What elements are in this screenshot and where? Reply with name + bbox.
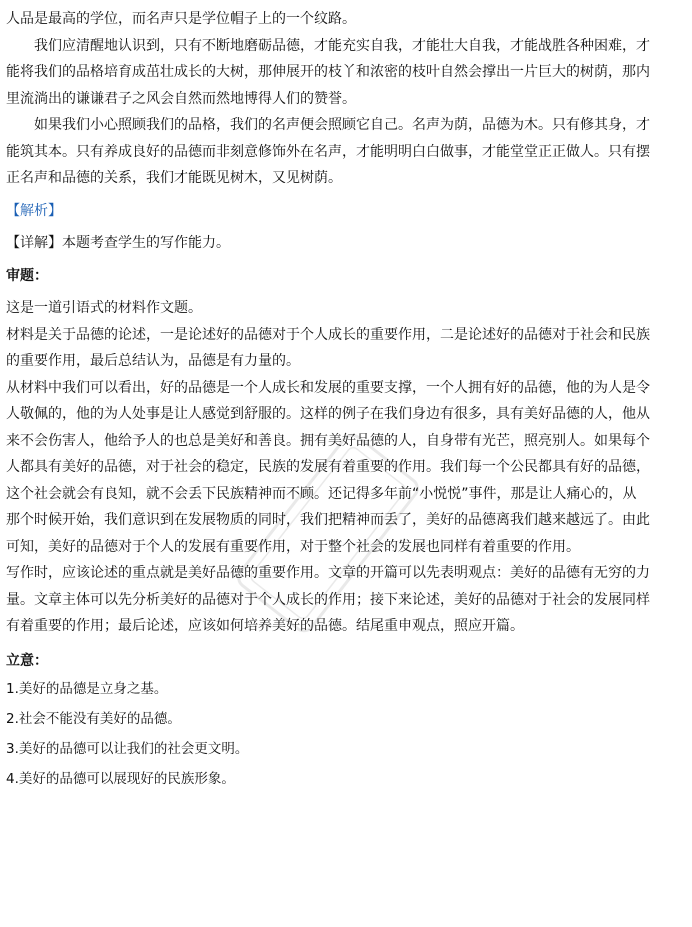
- passage-p2-line-2: 能将我们的品格培育成茁壮成长的大树，那伸展开的枝丫和浓密的枝叶自然会撑出一片巨大的树荫，那内: [6, 64, 650, 80]
- passage-p1-line-1: 人品是最高的学位，而名声只是学位帽子上的一个纹路。: [6, 11, 356, 27]
- shenti-line-4: 从材料中我们可以看出，好的品德是一个人成长和发展的重要支撑，一个人拥有好的品德，他的为人是令: [6, 379, 650, 396]
- liyi-item-1: 1.美好的品德是立身之基。: [6, 681, 168, 697]
- shenti-line-12: 量。文章主体可以先分析美好的品德对于个人成长的作用；接下来论述，美好的品德对于社会的发展同样: [6, 591, 650, 608]
- shenti-line-3: 的重要作用，最后总结认为，品德是有力量的。: [6, 353, 300, 369]
- passage-p3-line-3: 正名声和品德的关系，我们才能既见树木，又见树荫。: [6, 170, 342, 186]
- shenti-heading: 审题：: [6, 267, 48, 284]
- shenti-line-7: 人都具有美好的品德，对于社会的稳定，民族的发展有着重要的作用。我们每一个公民都具有好的品德，: [6, 459, 650, 475]
- shenti-line-5: 人敬佩的，他的为人处事是让人感觉到舒服的。这样的例子在我们身边有很多，具有美好品德的人，他从: [6, 406, 650, 422]
- analysis-heading: 【解析】: [6, 202, 62, 219]
- liyi-item-4: 4.美好的品德可以展现好的民族形象。: [6, 771, 235, 787]
- shenti-line-2: 材料是关于品德的论述，一是论述好的品德对于个人成长的重要作用，二是论述好的品德对于社会和民族: [6, 326, 650, 343]
- passage-p3-line-1: 如果我们小心照顾我们的品格，我们的名声便会照顾它自己。名声为荫，品德为木。只有修其身，才: [34, 117, 650, 133]
- shenti-line-11: 写作时，应该论述的重点就是美好品德的重要作用。文章的开篇可以先表明观点：美好的品德有无穷的力: [6, 565, 650, 581]
- passage-p3-line-2: 能筑其本。只有养成良好的品德而非刻意修饰外在名声，才能明明白白做事，才能堂堂正正做人。只有摆: [6, 143, 650, 160]
- shenti-line-1: 这是一道引语式的材料作文题。: [6, 300, 202, 316]
- liyi-item-2: 2.社会不能没有美好的品德。: [6, 711, 181, 727]
- analysis-detail: 【详解】本题考查学生的写作能力。: [6, 235, 230, 251]
- liyi-item-3: 3.美好的品德可以让我们的社会更文明。: [6, 741, 249, 757]
- shenti-line-8: 这个社会就会有良知，就不会丢下民族精神而不顾。还记得多年前“小悦悦”事件，那是让人痛心的，从: [6, 485, 637, 502]
- shenti-line-9: 那个时候开始，我们意识到在发展物质的同时，我们把精神而丢了，美好的品德离我们越来越远了。由此: [6, 512, 650, 528]
- passage-p2-line-1: 我们应清醒地认识到，只有不断地磨砺品德，才能充实自我，才能壮大自我，才能战胜各种困难，才: [34, 37, 650, 54]
- liyi-heading: 立意：: [6, 652, 48, 669]
- shenti-line-13: 有着重要的作用；最后论述，应该如何培养美好的品德。结尾重申观点，照应开篇。: [6, 618, 524, 634]
- shenti-line-10: 可知，美好的品德对于个人的发展有重要作用，对于整个社会的发展也同样有着重要的作用。: [6, 538, 580, 555]
- shenti-line-6: 来不会伤害人，他给予人的也总是美好和善良。拥有美好品德的人，自身带有光芒，照亮别人。如果每个: [6, 432, 650, 449]
- passage-p2-line-3: 里流淌出的谦谦君子之风会自然而然地博得人们的赞誉。: [6, 90, 356, 107]
